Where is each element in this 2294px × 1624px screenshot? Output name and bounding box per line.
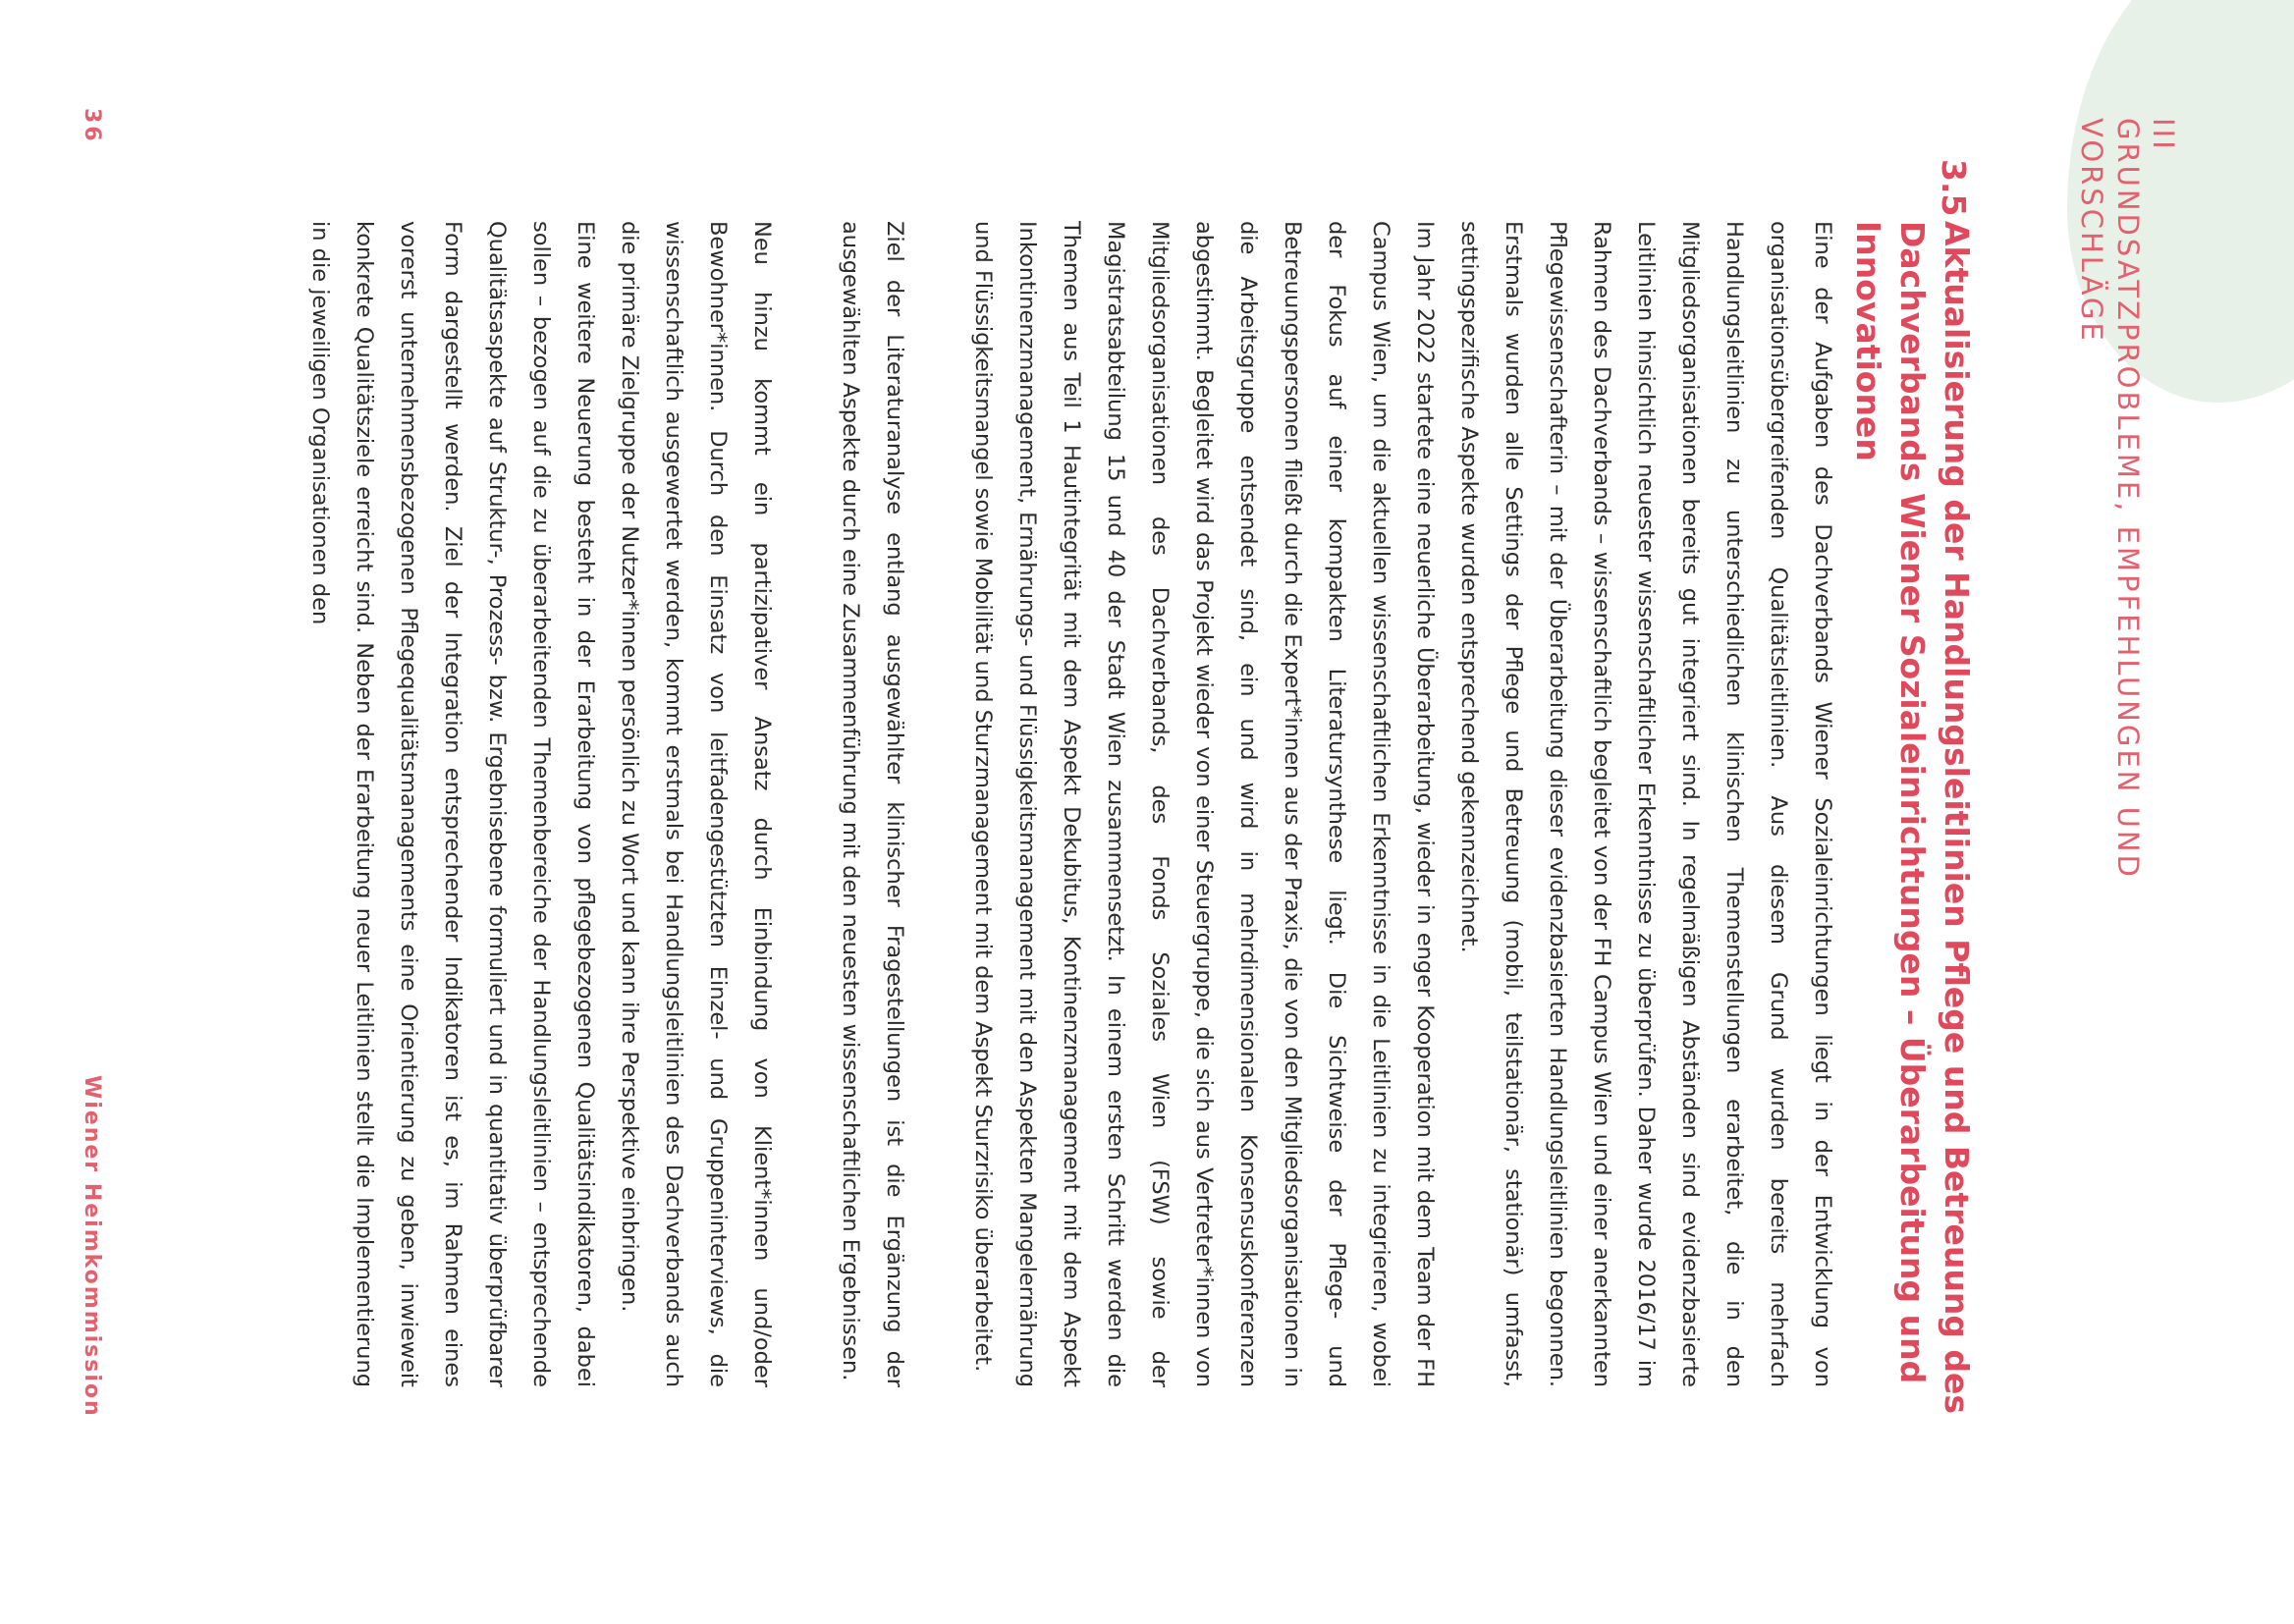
publication-name: Wiener Heimkommission: [80, 1075, 104, 1418]
section-number: 3.5: [1935, 159, 1973, 217]
chapter-number: III: [2147, 118, 2180, 152]
section-title: Aktualisierung der Handlungsleitlinien Pflege und Betreuung des Dachverbands Wiener Sozialeinrichtungen – Überarbeitung und Innovationen: [1849, 221, 1976, 1415]
paragraph: Ziel der Literaturanalyse entlang ausgewählter klinischer Fragestellungen ist die Ergänzung der ausgewählten Aspekte durch eine Zusammenführung mit den neuesten wissenschaftlichen Ergebnissen.: [838, 221, 907, 1387]
page-number: 36: [80, 108, 104, 144]
body-text: [298, 221, 1844, 1387]
paragraph: Im Jahr 2022 startete eine neuerliche Überarbeitung, wieder in enger Kooperation mit dem Team der FH Campus Wien, um die aktuellen wissenschaftlichen Erkenntnisse in die Leitlinien zu integrieren, wobei der Fokus auf einer kompakten Literatursynthese liegt. Die Sichtweise der Pflege- und Betreuungspersonen fließt durch die Expert*innen aus der Praxis, die von den Mitgliedsorganisationen in die Arbeitsgruppe entsendet sind, ein und wird in mehrdimensionalen Konsensuskonferenzen abgestimmt. Begleitet wird das Projekt wieder von einer Steuergruppe, die sich aus Vertreter*innen von Mitgliedsorganisationen des Dachverbands, des Fonds Soziales Wien (FSW) sowie der Magistratsabteilung 15 und 40 der Stadt Wien zusammensetzt. In einem ersten Schritt werden die Themen aus Teil 1 Hautintegrität mit dem Aspekt Dekubitus, Kontinenzmanagement mit dem Aspekt Inkontinenzmanagement, Ernährungs- und Flüssigkeitsmanagement mit den Aspekten Mangelernährung und Flüssigkeitsmangel sowie Mobilität und Sturzmanagement mit dem Aspekt Sturzrisiko überarbeitet.: [970, 221, 1438, 1387]
chapter-header: [2074, 118, 2181, 1100]
paragraph: Eine weitere Neuerung besteht in der Erarbeitung von pflegebezogenen Qualitätsindikatoren, dabei sollen – bezogen auf die zu überarbeitenden Themenbereiche der Handlungsleitlinien – entsprechende Qualitätsaspekte auf Struktur-, Prozess- bzw. Ergebnisebene formuliert und in quantitativ überprüfbarer Form dargestellt werden. Ziel der Integration entsprechender Indikatoren ist es, im Rahmen eines vorerst unternehmensbezogenen Pflegequalitätsmanagements eine Orientierung zu geben, inwieweit konkrete Qualitätsziele erreicht sind. Neben der Erarbeitung neuer Leitlinien stellt die Implementierung in die jeweiligen Organisationen den: [307, 221, 598, 1387]
paragraph: Eine der Aufgaben des Dachverbands Wiener Sozialeinrichtungen liegt in der Entwicklung von organisationsübergreifenden Qualitätsleitlinien. Aus diesem Grund wurden bereits mehrfach Handlungsleitlinien zu unterschiedlichen klinischen Themenstellungen erarbeitet, die in den Mitgliedsorganisationen bereits gut integriert sind. In regelmäßigen Abständen sind evidenzbasierte Leitlinien hinsichtlich neuester wissenschaftlicher Erkenntnisse zu überprüfen. Daher wurde 2016/17 im Rahmen des Dachverbands – wissenschaftlich begleitet von der FH Campus Wien und einer anerkannten Pflegewissenschafterin – mit der Überarbeitung dieser evidenzbasierten Handlungsleitlinien begonnen. Erstmals wurden alle Settings der Pflege und Betreuung (mobil, teilstationär, stationär) umfasst, settingspezifische Aspekte wurden entsprechend gekennzeichnet.: [1456, 221, 1835, 1387]
paragraph: Neu hinzu kommt ein partizipativer Ansatz durch Einbindung von Klient*innen und/oder Bewohner*innen. Durch den Einsatz von leitfadengestützten Einzel- und Gruppeninterviews, die wissenschaftlich ausgewertet werden, kommt erstmals bei Handlungsleitlinien des Dachverbands auch die primäre Zielgruppe der Nutzer*innen persönlich zu Wort und kann ihre Perspektive einbringen.: [617, 221, 775, 1387]
chapter-title: GRUNDSATZPROBLEME, EMPFEHLUNGEN UND VORSCHLÄGE: [2075, 118, 2145, 880]
